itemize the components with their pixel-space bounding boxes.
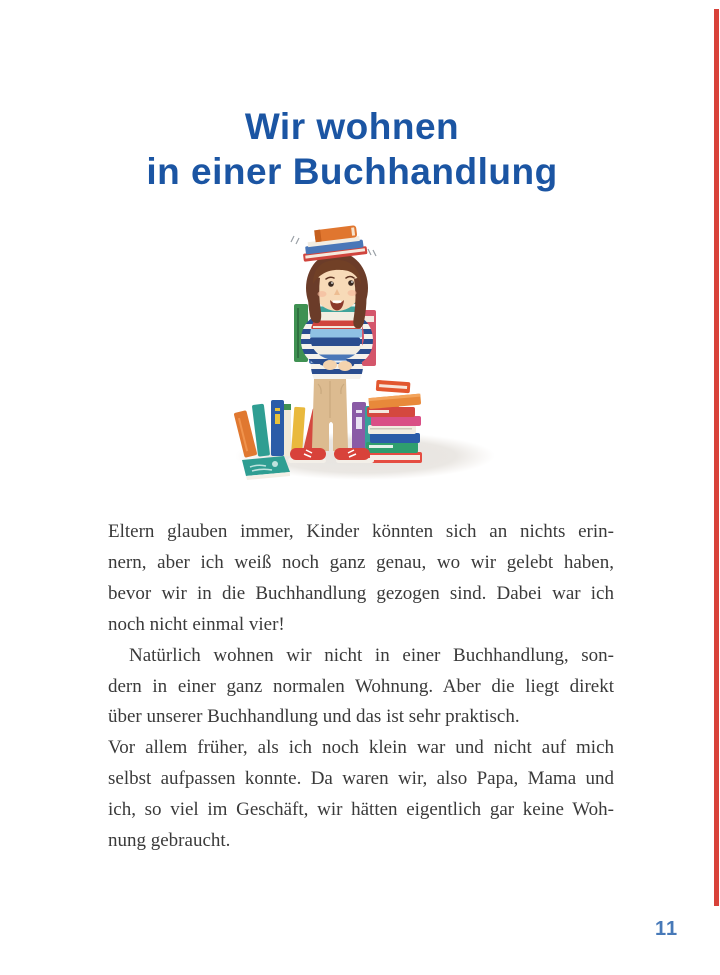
page-number: 11 (655, 918, 679, 940)
right-eye (348, 280, 354, 286)
text-line: dern in einer ganz normalen Wohnung. Aber die liegt direkt (108, 675, 614, 697)
left-shoe (288, 448, 326, 463)
text-line: Natürlich wohnen wir nicht in einer Buchhandlung, son- (129, 644, 614, 666)
text-line: nung gebraucht. (108, 830, 231, 852)
motion-marks-right (368, 249, 376, 256)
right-hand (338, 361, 352, 371)
left-hand (323, 360, 337, 370)
chapter-title-line-1: Wir wohnen (244, 106, 460, 147)
text-line: noch nicht einmal vier! (108, 613, 285, 635)
left-eye (328, 281, 334, 287)
text-line: Vor allem früher, als ich noch klein war und nicht auf mich (108, 737, 614, 759)
body-text (108, 517, 614, 857)
blush-right (348, 290, 357, 296)
text-line: bevor wir in die Buchhandlung gezogen sind. Dabei war ich (108, 582, 614, 604)
head-book-stack (300, 224, 367, 262)
girl-with-books-illustration (230, 224, 500, 482)
chapter-title (0, 104, 704, 194)
blush-left (318, 291, 327, 297)
text-line: selbst aufpassen konnte. Da waren wir, also Papa, Mama und (108, 768, 614, 790)
chapter-title-line-2: in einer Buchhandlung (146, 151, 558, 192)
motion-marks-left (291, 236, 299, 244)
right-shoe (334, 448, 374, 463)
chapter-edge-bar (714, 9, 719, 906)
text-line: nern, aber ich weiß noch ganz genau, wo wir gelebt haben, (108, 551, 614, 573)
text-line: über unserer Buchhandlung und das ist sehr praktisch. (108, 706, 520, 728)
text-line: ich, so viel im Geschäft, wir hätten eigentlich gar keine Woh- (108, 799, 614, 821)
text-line: Eltern glauben immer, Kinder könnten sich an nichts erin- (108, 521, 614, 542)
